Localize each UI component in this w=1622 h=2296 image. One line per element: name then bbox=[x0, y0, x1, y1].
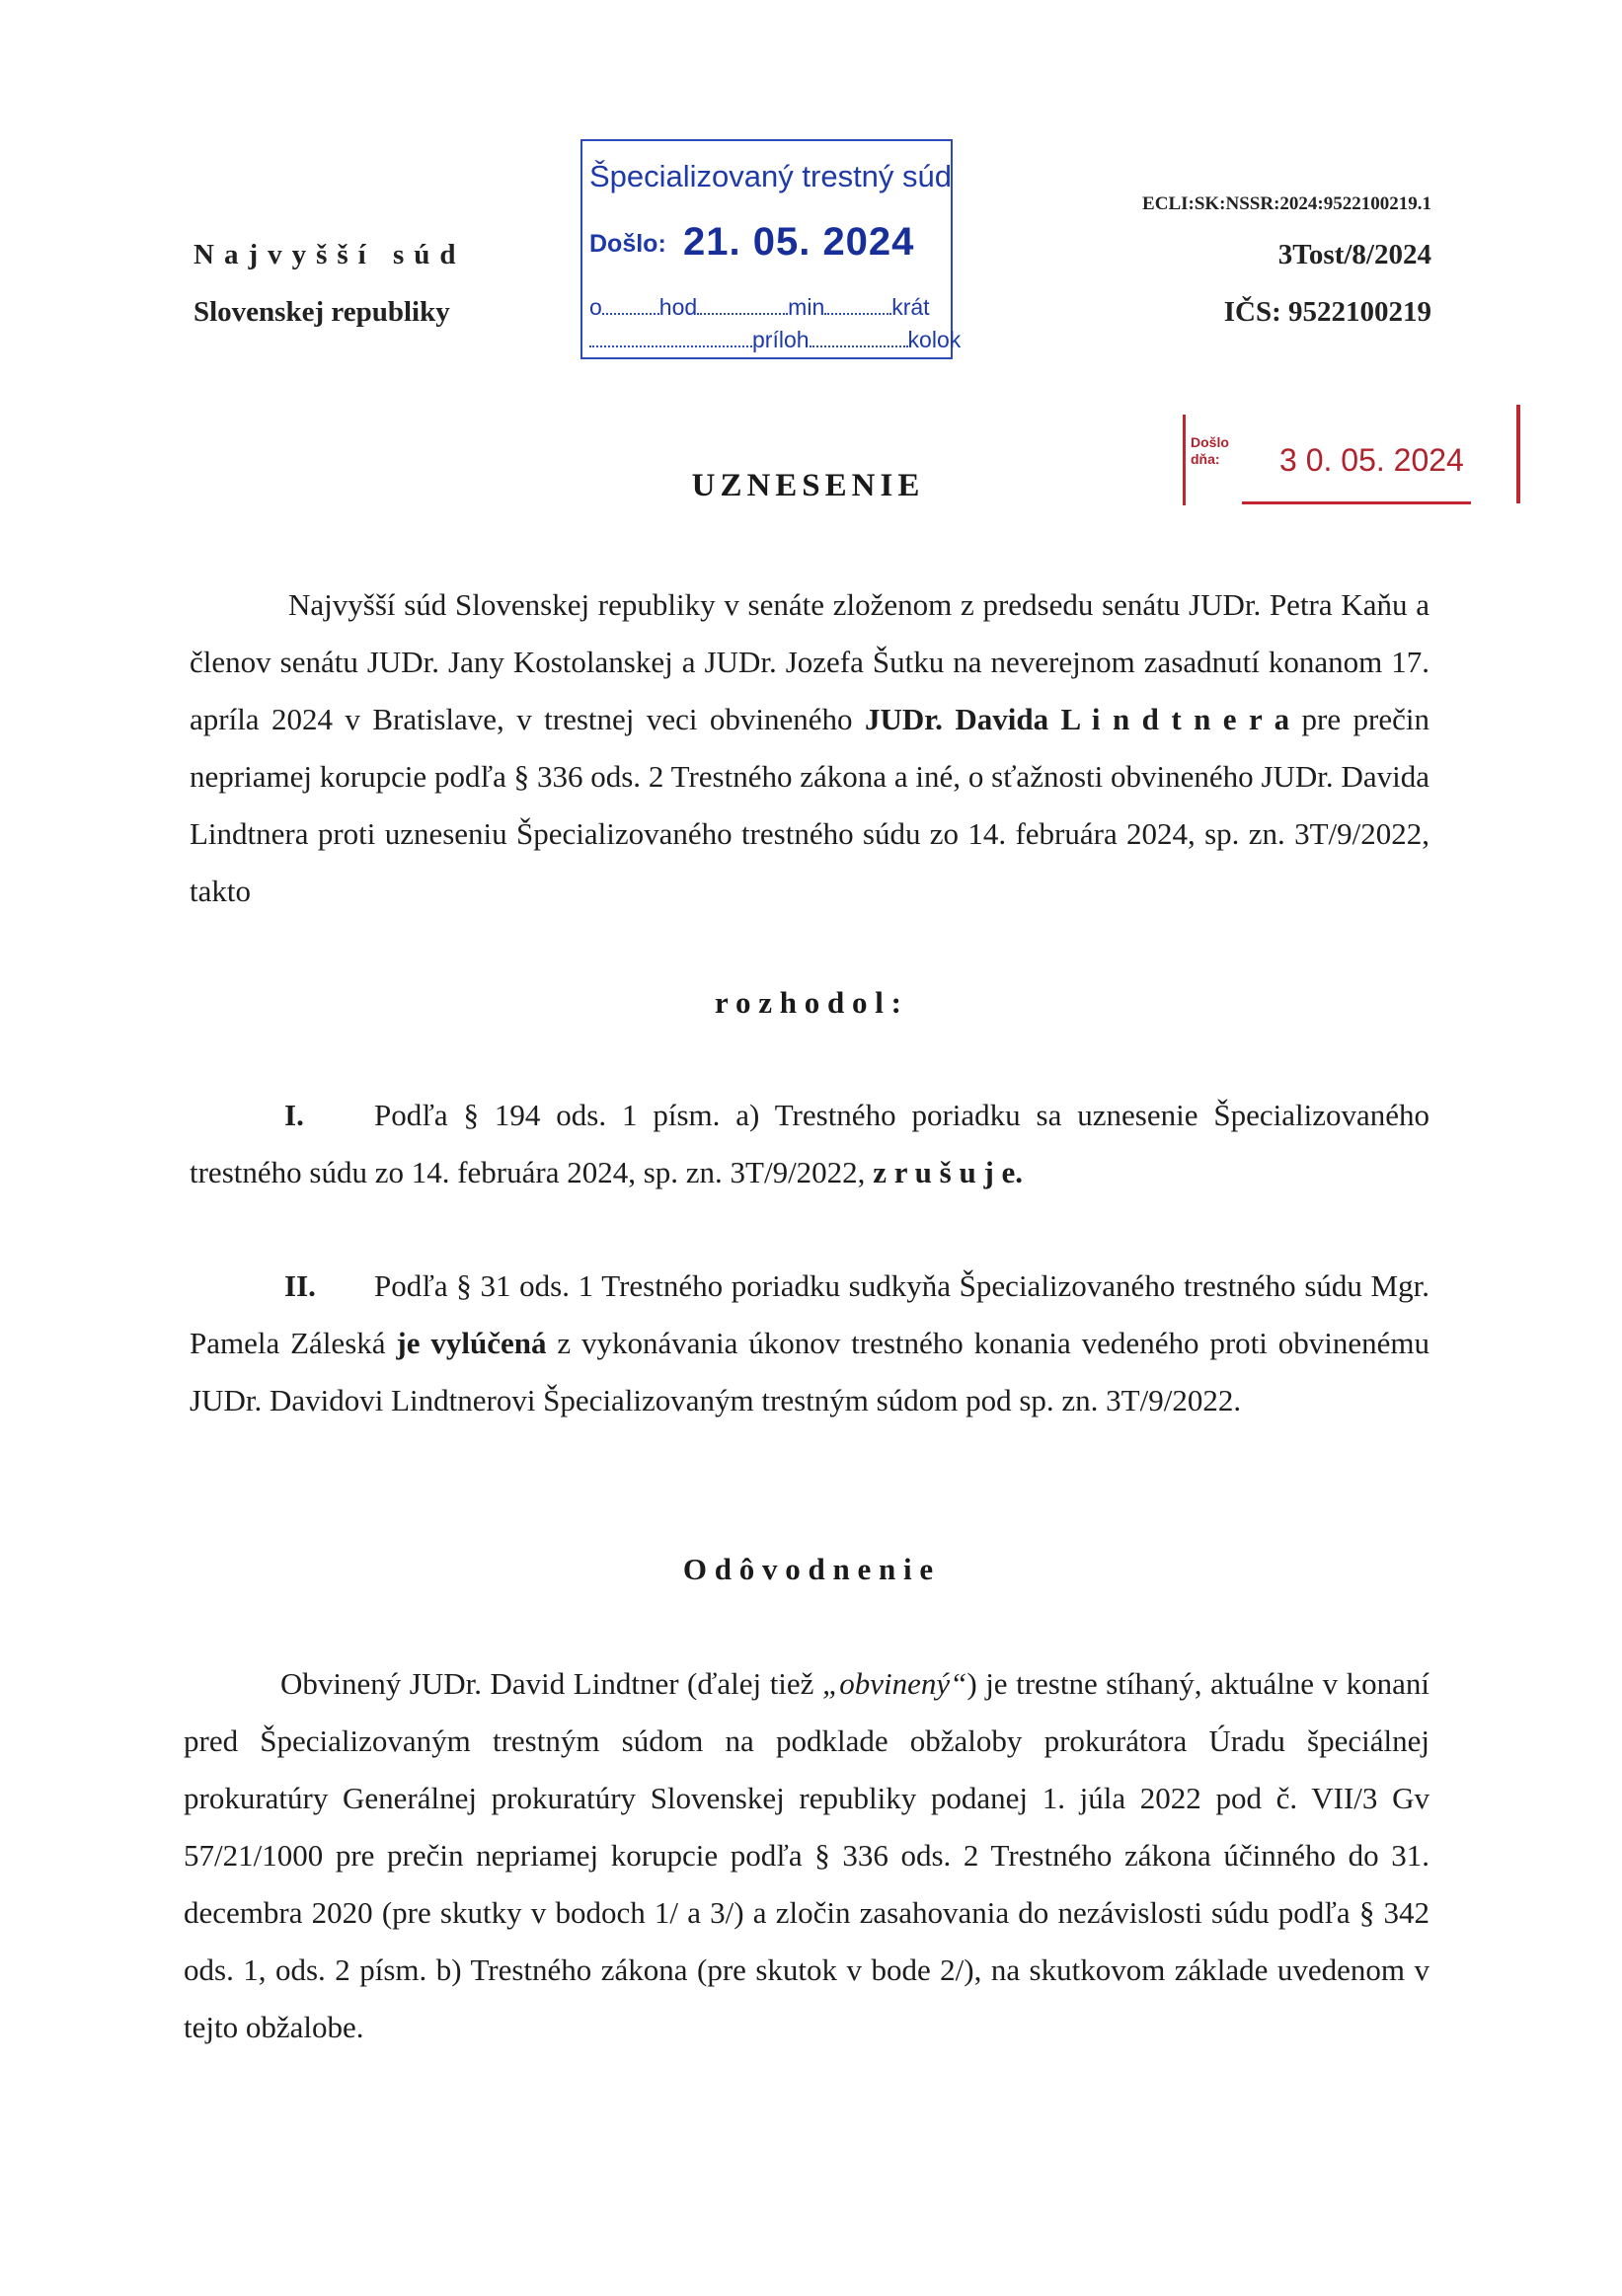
stamp-o-label: o bbox=[589, 294, 602, 320]
point-1-numeral: I. bbox=[284, 1098, 304, 1132]
case-number: 3Tost/8/2024 bbox=[1277, 239, 1431, 270]
second-stamp-date: 3 0. 05. 2024 bbox=[1279, 442, 1464, 478]
stamp-time-row bbox=[589, 294, 930, 321]
decision-point-2: II. Podľa § 31 ods. 1 Trestného poriadku sudkyňa Špecializovaného trestného súdu Mgr. Pamela Záleská je vylúčená z vykonávania úkonov trestného konania vedeného proti obvinenému JUDr. Davidovi Lindtnerovi Špecializovaným trestným súdom pod sp. zn. 3T/9/2022. bbox=[190, 1258, 1429, 1429]
ics-number: IČS: 9522100219 bbox=[1223, 296, 1431, 328]
reasoning-heading: O d ô v o d n e n i e bbox=[682, 1552, 934, 1586]
received-stamp bbox=[580, 139, 962, 359]
stamp-court-title: Špecializovaný trestný súd bbox=[589, 159, 953, 193]
second-stamp-label: Došlo dňa: bbox=[1191, 434, 1229, 467]
accused-name: JUDr. Davida L i n d t n e r a bbox=[864, 702, 1290, 736]
stamp-kolok-label: kolok bbox=[907, 327, 962, 352]
stamp-hod-label: hod bbox=[658, 294, 698, 320]
decision-point-1: I. Podľa § 194 ods. 1 písm. a) Trestného poriadku sa uznesenie Špecializovaného trestného súdu zo 14. februára 2024, sp. zn. 3T/9/2022, z r u š u j e. bbox=[190, 1087, 1429, 1201]
stamp-doslo-label: Došlo: bbox=[589, 230, 666, 258]
stamp-priloh-label: príloh bbox=[752, 327, 810, 352]
reasoning-paragraph: Obvinený JUDr. David Lindtner (ďalej tiež „obvinený“) je trestne stíhaný, aktuálne v konaní pred Špecializovaným trestným súdom na podklade obžaloby prokurátora Úradu špeciálnej prokuratúry Generálnej prokuratúry Slovenskej republiky podanej 1. júla 2022 pod č. VII/3 Gv 57/21/1000 pre prečin nepriamej korupcie podľa § 336 ods. 2 Trestného zákona účinného do 31. decembra 2020 (pre skutky v bodoch 1/ a 3/) a zločin zasahovania do nezávislosti súdu podľa § 342 ods. 1, ods. 2 písm. b) Trestného zákona (pre skutok v bode 2/), na skutkovom základe uvedenom v tejto obžalobe. bbox=[184, 1666, 1429, 2044]
court-name-line2: Slovenskej republiky bbox=[193, 296, 450, 328]
stamp-attachments-row bbox=[589, 327, 961, 353]
point-2-numeral: II. bbox=[284, 1268, 316, 1303]
stamp-krat-label: krát bbox=[891, 294, 930, 320]
stamp-min-label: min bbox=[788, 294, 825, 320]
ecli-identifier: ECLI:SK:NSSR:2024:9522100219.1 bbox=[1142, 193, 1431, 214]
decision-heading: r o z h o d o l : bbox=[715, 985, 901, 1020]
intro-paragraph: Najvyšší súd Slovenskej republiky v senáte zloženom z predsedu senátu JUDr. Petra Kaňu a členov senátu JUDr. Jany Kostolanskej a JUDr. Jozefa Šutku na neverejnom zasadnutí konanom 17. apríla 2024 v Bratislave, v trestnej veci obvineného JUDr. Davida L i n d t n e r a pre prečin nepriamej korupcie podľa § 336 ods. 2 Trestného zákona a iné, o sťažnosti obvineného JUDr. Davida Lindtnera proti uzneseniu Špecializovaného trestného súdu zo 14. februára 2024, sp. zn. 3T/9/2022, takto bbox=[190, 587, 1429, 908]
stamp-date: 21. 05. 2024 bbox=[683, 220, 915, 264]
court-name-line1: Najvyšší súd bbox=[193, 239, 466, 270]
document-title: UZNESENIE bbox=[691, 468, 925, 503]
